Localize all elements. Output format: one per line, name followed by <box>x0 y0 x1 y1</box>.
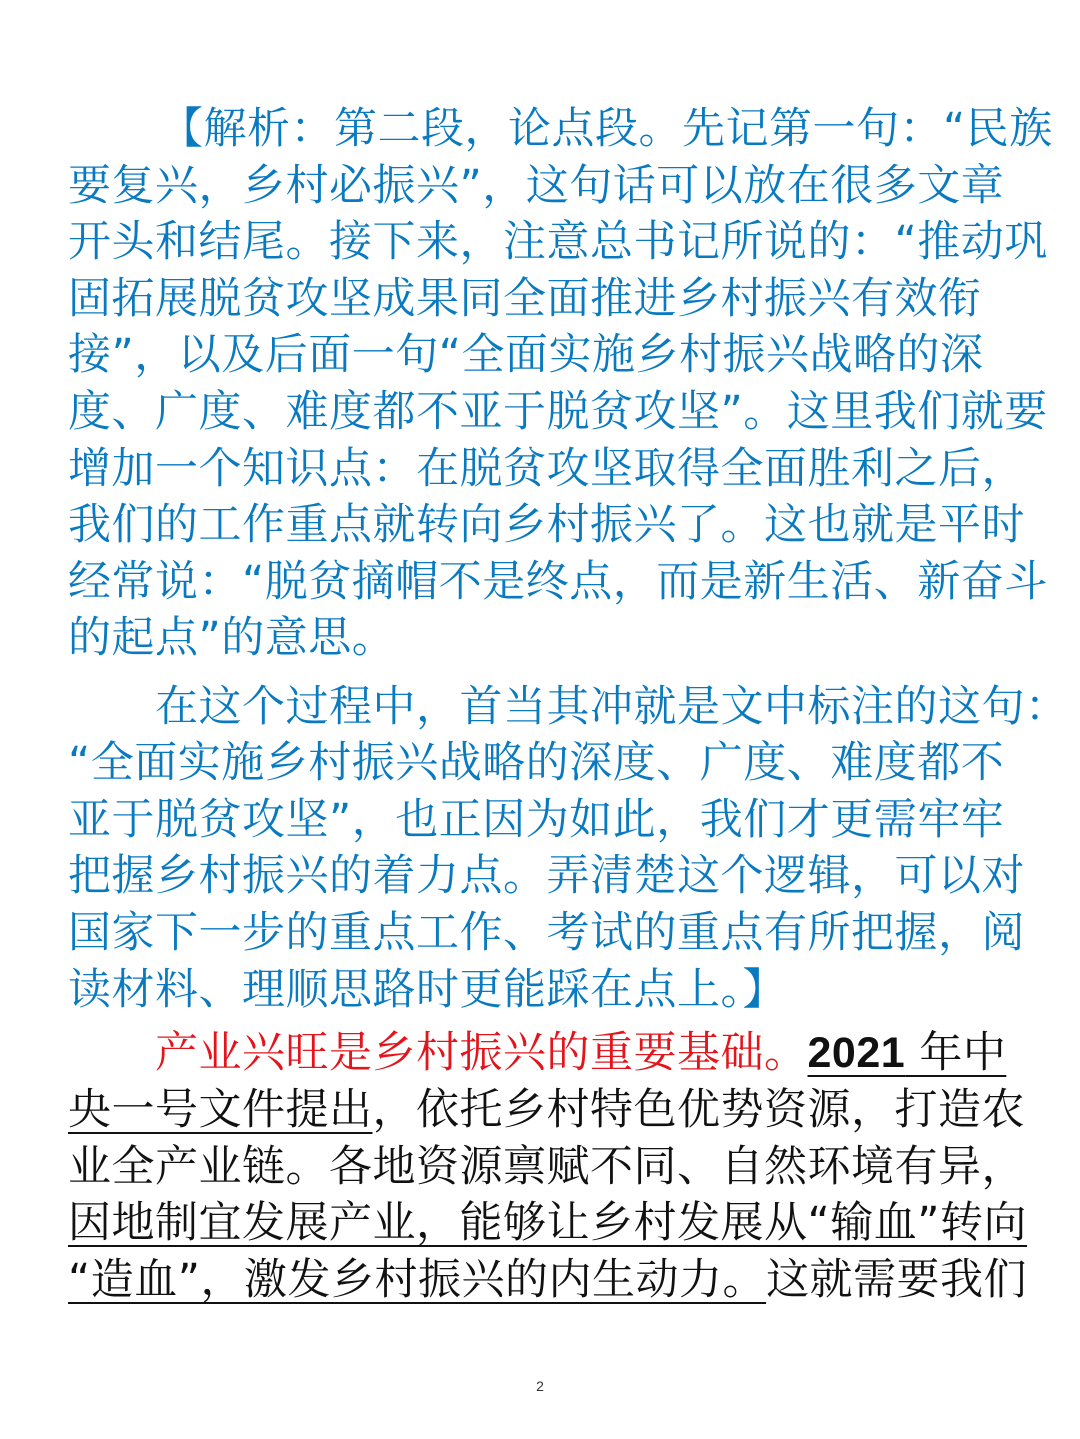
body-line-1 <box>155 1024 1006 1082</box>
analysis-line-4: 固拓展脱贫攻坚成果同全面推进乡村振兴有效衔 <box>68 274 982 324</box>
analysis-line-1: 【解析：第二段，论点段。先记第一句：“民族 <box>160 104 1053 154</box>
analysis-line-10: 的起点”的意思。 <box>68 613 396 663</box>
analysis-line-3: 开头和结尾。接下来，注意总书记所说的：“推动巩 <box>68 217 1048 267</box>
body-line-4: 因地制宜发展产业，能够让乡村发展从“输血”转向 <box>68 1198 1028 1248</box>
body-line-3: 业全产业链。各地资源禀赋不同、自然环境有异， <box>68 1142 1025 1192</box>
analysis-line-15: 国家下一步的重点工作、考试的重点有所把握，阅 <box>68 908 1025 958</box>
body-line-1-rest: 年中 <box>905 1028 1007 1078</box>
page-number: 2 <box>536 1378 544 1394</box>
body-line-2 <box>68 1081 1025 1139</box>
analysis-line-5: 接”，以及后面一句“全面实施乡村振兴战略的深 <box>68 330 984 380</box>
body-line-5-underlined: “造血”，激发乡村振兴的内生动力。 <box>68 1255 767 1305</box>
analysis-line-13: 亚于脱贫攻坚”，也正因为如此，我们才更需牢牢 <box>68 795 1005 845</box>
analysis-line-7: 增加一个知识点：在脱贫攻坚取得全面胜利之后， <box>68 444 1025 494</box>
analysis-line-6: 度、广度、难度都不亚于脱贫攻坚”。这里我们就要 <box>68 387 1048 437</box>
body-line-5 <box>68 1251 1027 1309</box>
analysis-line-12: “全面实施乡村振兴战略的深度、广度、难度都不 <box>68 738 1005 788</box>
analysis-line-8: 我们的工作重点就转向乡村振兴了。这也就是平时 <box>68 500 1025 550</box>
body-line-2-underlined: 央一号文件提出 <box>68 1085 373 1135</box>
body-line-5-rest: 这就需要我们 <box>766 1255 1028 1305</box>
year: 2021 <box>807 1029 906 1077</box>
analysis-line-9: 经常说：“脱贫摘帽不是终点，而是新生活、新奋斗 <box>68 557 1048 607</box>
analysis-line-16: 读材料、理顺思路时更能踩在点上。】 <box>68 965 786 1015</box>
body-line-2-rest: ，依托乡村特色优势资源，打造农 <box>372 1085 1025 1135</box>
analysis-line-11: 在这个过程中，首当其冲就是文中标注的这句： <box>155 682 1069 732</box>
red-heading: 产业兴旺是乡村振兴的重要基础。 <box>155 1028 808 1078</box>
analysis-line-14: 把握乡村振兴的着力点。弄清楚这个逻辑，可以对 <box>68 851 1025 901</box>
analysis-line-2: 要复兴，乡村必振兴”，这句话可以放在很多文章 <box>68 161 1005 211</box>
